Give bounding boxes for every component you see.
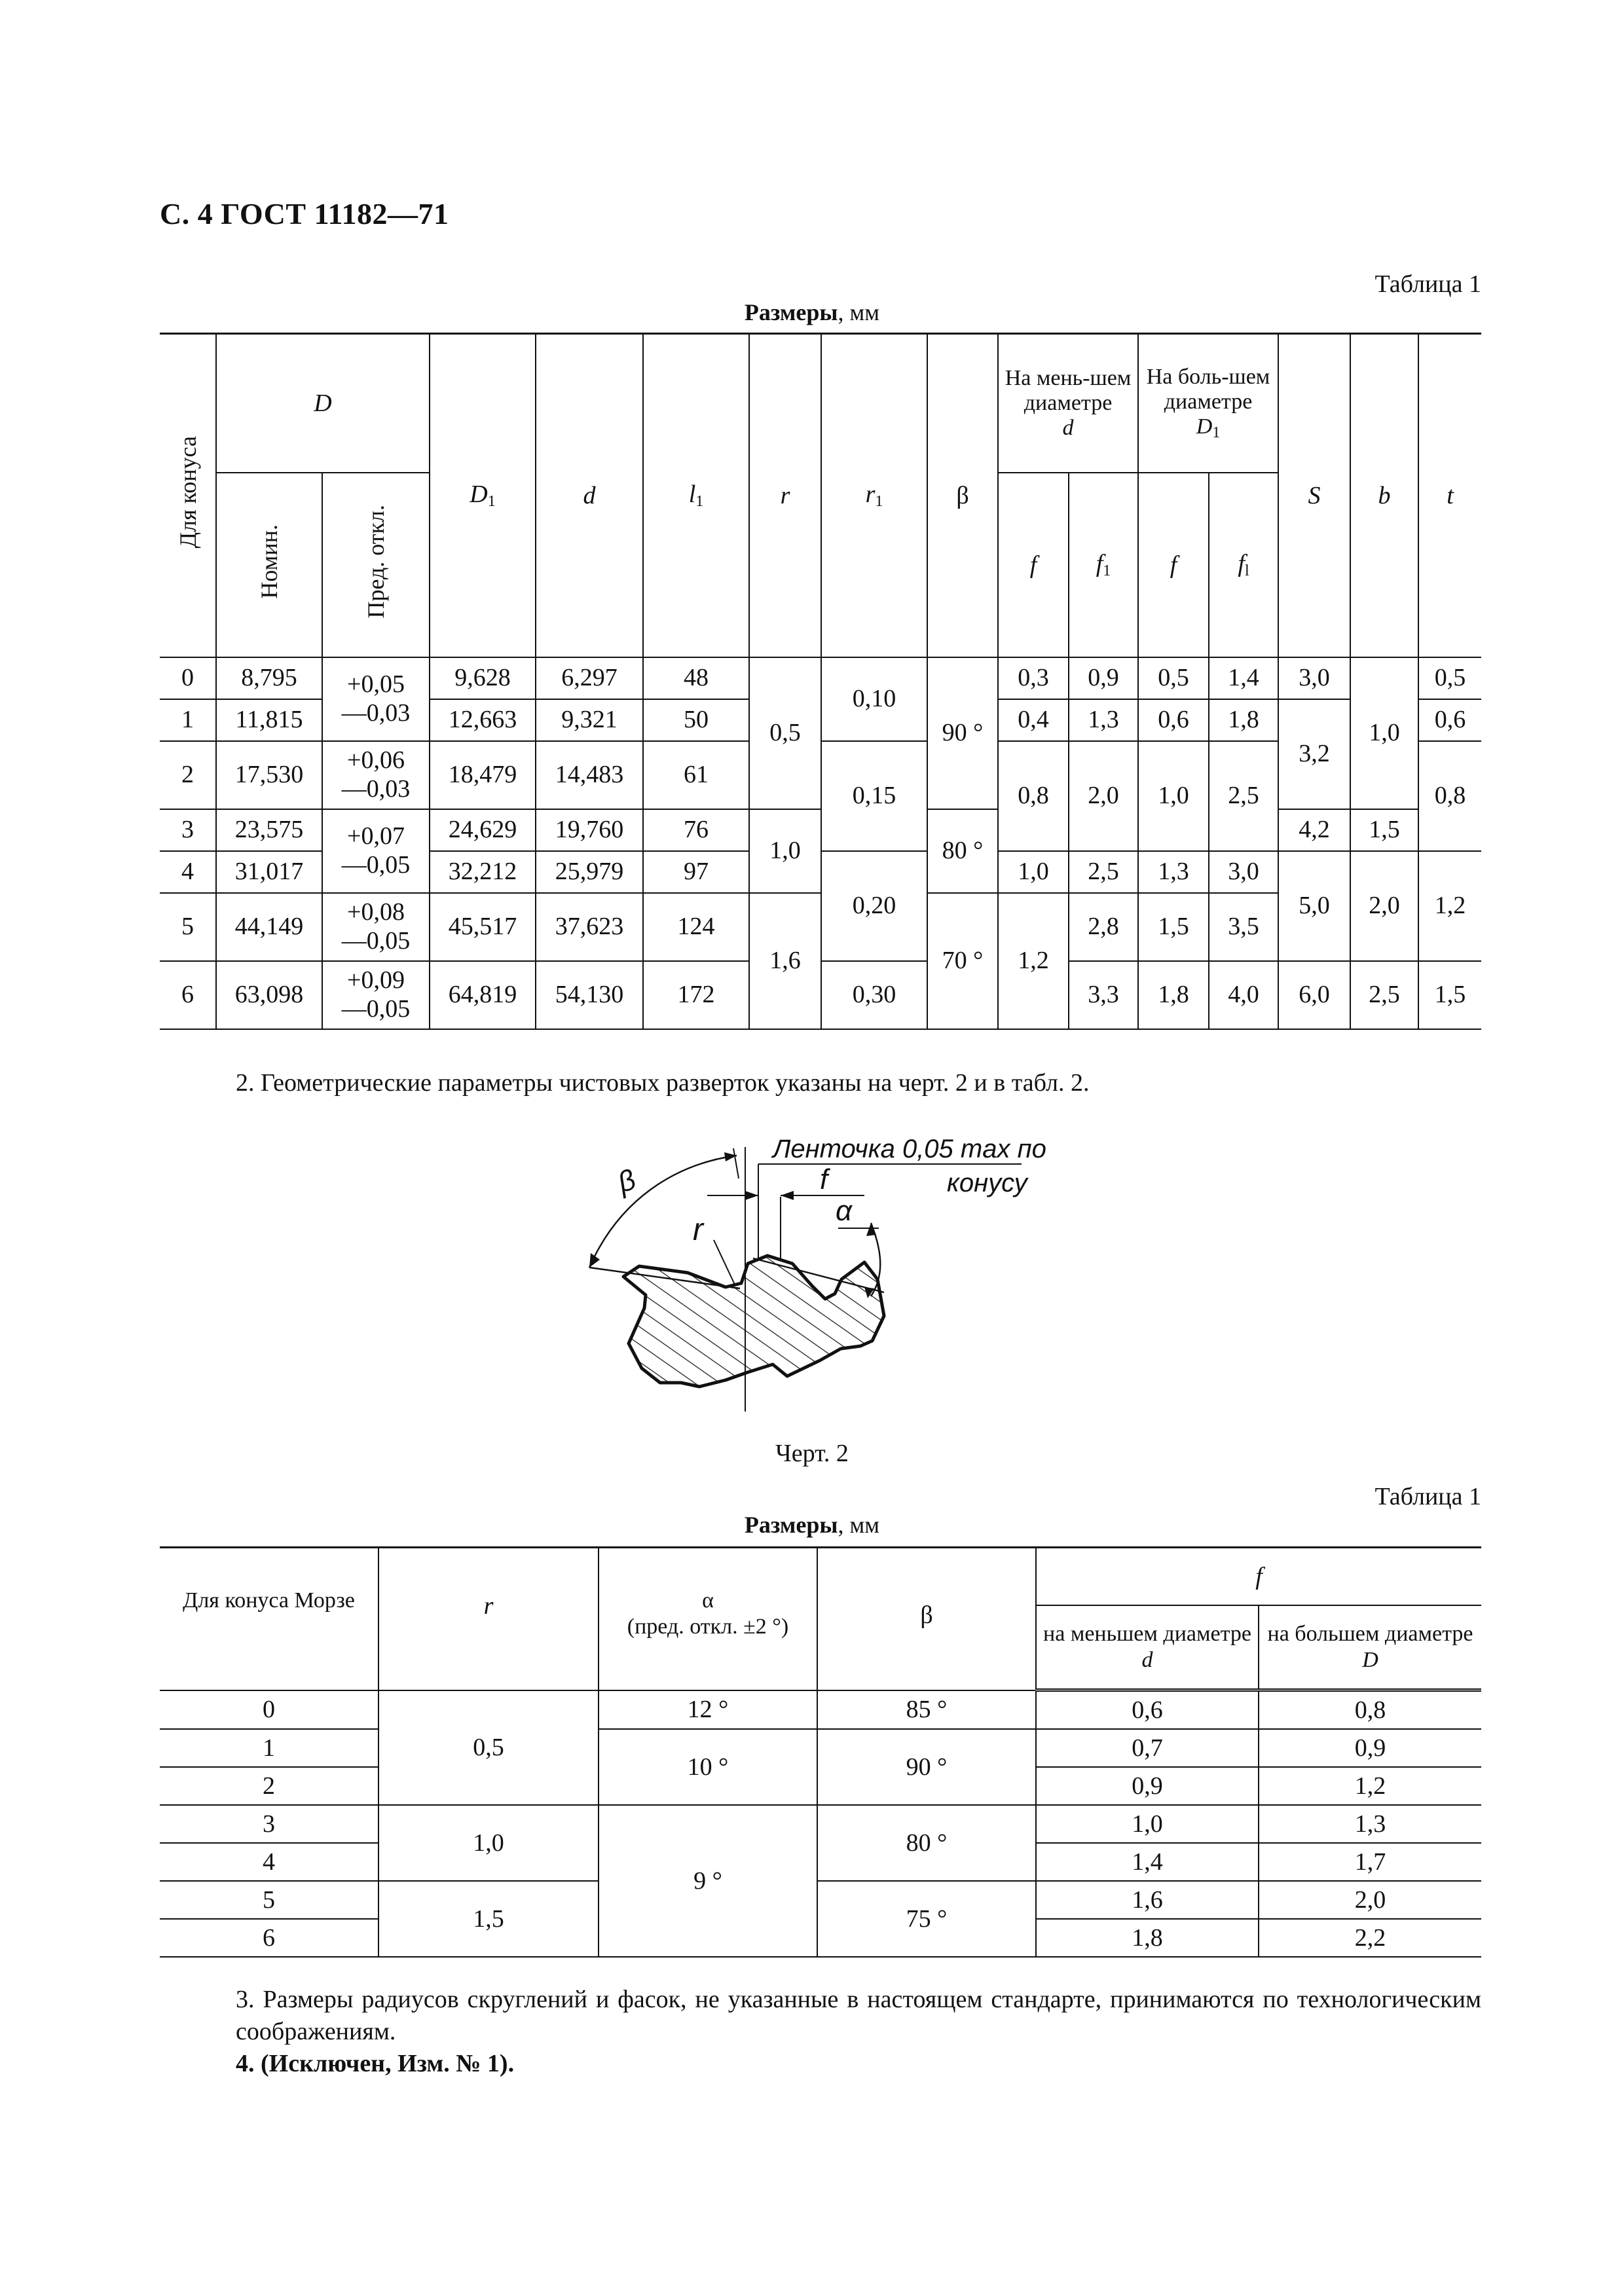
col-f-large: f xyxy=(1138,473,1209,657)
cell: 1,8 xyxy=(1209,699,1278,741)
cell: 0,6 xyxy=(1418,699,1481,741)
cell: 0,9 xyxy=(1069,657,1138,699)
reamer-tooth-drawing xyxy=(576,1125,1074,1413)
table-row xyxy=(160,1729,1481,1767)
cell: 64,819 xyxy=(430,961,536,1029)
cell: 1,8 xyxy=(1036,1919,1259,1957)
cell-r: 1,6 xyxy=(749,893,821,1029)
col-alpha: α (пред. откл. ±2 °) xyxy=(599,1548,817,1690)
cell: 1,2 xyxy=(998,893,1069,1029)
cell: 25,979 xyxy=(536,851,643,893)
cell-beta: 75 ° xyxy=(817,1881,1036,1957)
cell: 19,760 xyxy=(536,809,643,851)
cell-beta: 90 ° xyxy=(927,657,998,809)
cell-r1: 0,10 xyxy=(821,657,927,741)
cell: 54,130 xyxy=(536,961,643,1029)
cell: 3,0 xyxy=(1209,851,1278,893)
cell: 4,0 xyxy=(1209,961,1278,1029)
cell: 1,3 xyxy=(1138,851,1209,893)
cell-r: 1,5 xyxy=(378,1881,599,1957)
cell: 0,9 xyxy=(1259,1729,1481,1767)
cell: 1,0 xyxy=(998,851,1069,893)
f-label: f xyxy=(820,1163,828,1195)
cell-tolerance: +0,09 —0,05 xyxy=(322,961,430,1029)
r-label: r xyxy=(693,1212,703,1247)
cell: 1,2 xyxy=(1259,1767,1481,1805)
cell: 18,479 xyxy=(430,741,536,809)
cell: 0,8 xyxy=(1418,741,1481,851)
cell: 0 xyxy=(160,657,216,699)
cell: 5 xyxy=(160,1881,378,1919)
table-row xyxy=(160,1690,1481,1730)
cell: 1,6 xyxy=(1036,1881,1259,1919)
cell: 1,5 xyxy=(1138,893,1209,961)
cell: 1,0 xyxy=(1036,1805,1259,1843)
col-f: f xyxy=(1036,1548,1481,1605)
table1-label: Таблица 1 xyxy=(1375,270,1481,298)
col-d: d xyxy=(536,334,643,657)
cell: 2 xyxy=(160,1767,378,1805)
cell: 1,5 xyxy=(1418,961,1481,1029)
table-row xyxy=(160,657,1481,699)
cell: 11,815 xyxy=(216,699,322,741)
cell-t: 1,2 xyxy=(1418,851,1481,961)
cell: 0,8 xyxy=(998,741,1069,851)
cell: 23,575 xyxy=(216,809,322,851)
col-b: b xyxy=(1350,334,1418,657)
note-label-line2: конусу xyxy=(947,1169,1027,1197)
cell: 2 xyxy=(160,741,216,809)
cell: 0,3 xyxy=(998,657,1069,699)
cell: 1,4 xyxy=(1209,657,1278,699)
table-row xyxy=(160,1805,1481,1843)
col-l1: $l_1$ xyxy=(643,334,749,657)
cell: 1 xyxy=(160,1729,378,1767)
cell: 0,6 xyxy=(1138,699,1209,741)
paragraph-3: 3. Размеры радиусов скруглений и фасок, не указанные в настоящем стандарте, принимаются по технологическим соображениям. xyxy=(236,1986,1481,2045)
cell: 9,628 xyxy=(430,657,536,699)
cell: 63,098 xyxy=(216,961,322,1029)
cell-alpha: 12 ° xyxy=(599,1690,817,1730)
cell: 50 xyxy=(643,699,749,741)
cell: 2,5 xyxy=(1209,741,1278,851)
cell-beta: 80 ° xyxy=(927,809,998,893)
cell: 6,0 xyxy=(1278,961,1350,1029)
cell-beta: 80 ° xyxy=(817,1805,1036,1881)
cell: 0,4 xyxy=(998,699,1069,741)
cell: 45,517 xyxy=(430,893,536,961)
cell: 2,2 xyxy=(1259,1919,1481,1957)
cell: 1,4 xyxy=(1036,1843,1259,1881)
cell: 1,7 xyxy=(1259,1843,1481,1881)
cell: 17,530 xyxy=(216,741,322,809)
cell-tolerance: +0,07 —0,05 xyxy=(322,809,430,893)
col-beta: β xyxy=(817,1548,1036,1690)
table2-label: Таблица 1 xyxy=(1375,1483,1481,1510)
col-cone: Для конуса Морзе xyxy=(160,1548,378,1690)
cell: 6 xyxy=(160,961,216,1029)
cell: 2,8 xyxy=(1069,893,1138,961)
col-t: t xyxy=(1418,334,1481,657)
cell-beta: 90 ° xyxy=(817,1729,1036,1805)
cell-b: 1,0 xyxy=(1350,657,1418,809)
cell: 4 xyxy=(160,1843,378,1881)
col-f-small: на меньшем диаметре d xyxy=(1036,1605,1259,1690)
cell-beta: 85 ° xyxy=(817,1690,1036,1730)
col-r: r xyxy=(749,334,821,657)
cell: 97 xyxy=(643,851,749,893)
cell-tolerance: +0,06 —0,03 xyxy=(322,741,430,809)
cell-b: 1,5 xyxy=(1350,809,1418,851)
figure-caption: Черт. 2 xyxy=(775,1440,849,1467)
note-label-line1: Ленточка 0,05 max по xyxy=(773,1135,1046,1163)
col-D: D xyxy=(216,334,430,473)
cell: 0,5 xyxy=(1138,657,1209,699)
cell-r: 0,5 xyxy=(749,657,821,809)
cell: 124 xyxy=(643,893,749,961)
col-tolerance: Пред. откл. xyxy=(322,473,430,657)
cell: 3 xyxy=(160,809,216,851)
cell: 1,3 xyxy=(1069,699,1138,741)
cell: 6,297 xyxy=(536,657,643,699)
col-small-diameter: На мень-шем диаметре d xyxy=(998,334,1138,473)
cell: 1 xyxy=(160,699,216,741)
cell-r: 0,5 xyxy=(378,1690,599,1806)
cell-S: 4,2 xyxy=(1278,809,1350,851)
col-large-diameter: На боль-шем диаметре $D_1$ xyxy=(1138,334,1278,473)
cell: 0,6 xyxy=(1036,1690,1259,1730)
col-f1-large: $f_l$ xyxy=(1209,473,1278,657)
paragraph-2: 2. Геометрические параметры чистовых разверток указаны на черт. 2 и в табл. 2. xyxy=(236,1069,1090,1097)
cell: 3,3 xyxy=(1069,961,1138,1029)
caption-unit: , мм xyxy=(838,299,880,325)
cell-r1: 0,30 xyxy=(821,961,927,1029)
cell-beta: 70 ° xyxy=(927,893,998,1029)
cell-S: 5,0 xyxy=(1278,851,1350,961)
cell-b: 2,0 xyxy=(1350,851,1418,961)
cell: 48 xyxy=(643,657,749,699)
cell: 5 xyxy=(160,893,216,961)
cell: 1,8 xyxy=(1138,961,1209,1029)
col-f1-small: $f_1$ xyxy=(1069,473,1138,657)
cell: 172 xyxy=(643,961,749,1029)
cell: 6 xyxy=(160,1919,378,1957)
cell-r1: 0,15 xyxy=(821,741,927,851)
cell: 31,017 xyxy=(216,851,322,893)
cell: 2,0 xyxy=(1069,741,1138,851)
cell: 76 xyxy=(643,809,749,851)
cell: 61 xyxy=(643,741,749,809)
page-header: С. 4 ГОСТ 11182—71 xyxy=(160,197,449,230)
cell-r: 1,0 xyxy=(749,809,821,893)
col-nomin: Номин. xyxy=(216,473,322,657)
dimensions-table-1 xyxy=(160,333,1481,1030)
cell-tolerance: +0,05 —0,03 xyxy=(322,657,430,741)
cell: 3,0 xyxy=(1278,657,1350,699)
cell-r: 1,0 xyxy=(378,1805,599,1881)
cell: 32,212 xyxy=(430,851,536,893)
cell: 37,623 xyxy=(536,893,643,961)
cell: 0,5 xyxy=(1418,657,1481,699)
cell: 8,795 xyxy=(216,657,322,699)
col-D1: $D_1$ xyxy=(430,334,536,657)
alpha-label: α xyxy=(836,1195,853,1227)
col-beta: β xyxy=(927,334,998,657)
paragraph-4: 4. (Исключен, Изм. № 1). xyxy=(236,2050,515,2077)
cell: 2,5 xyxy=(1069,851,1138,893)
col-S: S xyxy=(1278,334,1350,657)
cell: 44,149 xyxy=(216,893,322,961)
cell-alpha: 9 ° xyxy=(599,1805,817,1957)
cell: 2,0 xyxy=(1259,1881,1481,1919)
cell-alpha: 10 ° xyxy=(599,1729,817,1805)
beta-label: β xyxy=(613,1163,640,1199)
tooth-section xyxy=(623,1256,884,1387)
cell: 1,3 xyxy=(1259,1805,1481,1843)
dimensions-table-2 xyxy=(160,1546,1481,1958)
caption-bold: Размеры xyxy=(744,299,838,325)
cell-S: 3,2 xyxy=(1278,699,1350,809)
col-f-small: f xyxy=(998,473,1069,657)
cell: 3 xyxy=(160,1805,378,1843)
col-f-large: на большем диаметре D xyxy=(1259,1605,1481,1690)
cell: 2,5 xyxy=(1350,961,1418,1029)
cell: 9,321 xyxy=(536,699,643,741)
cell: 4 xyxy=(160,851,216,893)
col-r1: $r_1$ xyxy=(821,334,927,657)
table-row xyxy=(160,1881,1481,1919)
cell: 1,0 xyxy=(1138,741,1209,851)
col-r: r xyxy=(378,1548,599,1690)
table2-caption xyxy=(0,1511,1624,1539)
cell: 0 xyxy=(160,1690,378,1730)
cell: 14,483 xyxy=(536,741,643,809)
cell: 0,9 xyxy=(1036,1767,1259,1805)
cell: 0,7 xyxy=(1036,1729,1259,1767)
table-row xyxy=(160,809,1481,851)
cell-r1: 0,20 xyxy=(821,851,927,961)
cell: 12,663 xyxy=(430,699,536,741)
table1-caption xyxy=(0,299,1624,326)
cell: 3,5 xyxy=(1209,893,1278,961)
cell-tolerance: +0,08 —0,05 xyxy=(322,893,430,961)
cell: 0,8 xyxy=(1259,1690,1481,1730)
caption-bold: Размеры xyxy=(744,1512,838,1538)
cell: 24,629 xyxy=(430,809,536,851)
caption-unit: , мм xyxy=(838,1512,880,1538)
col-cone: Для конуса xyxy=(160,334,216,657)
